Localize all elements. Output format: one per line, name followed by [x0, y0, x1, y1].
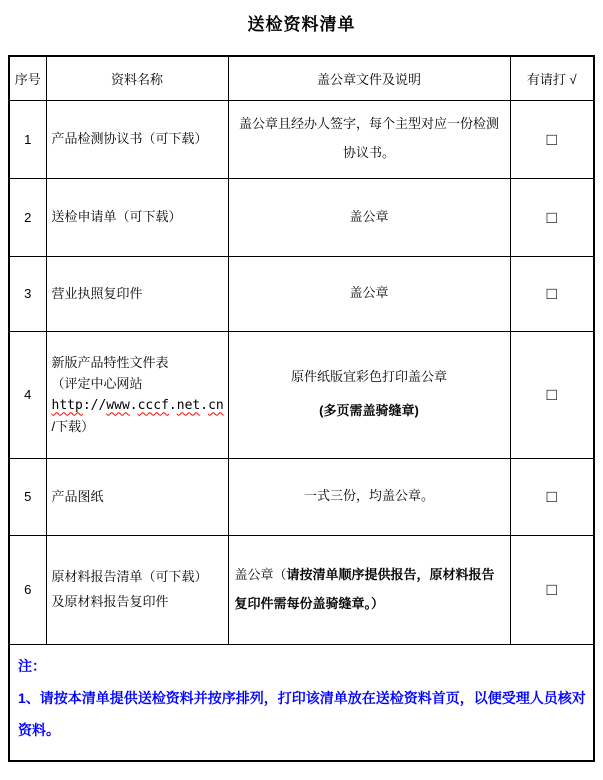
row-4-desc-line1: 原件纸版宜彩色打印盖公章	[290, 369, 447, 385]
checkbox-row-2[interactable]: □	[546, 207, 557, 227]
table-row	[9, 535, 594, 644]
row-1-serial: 1	[9, 100, 46, 178]
row-6-desc-bold: 请按清单顺序提供报告，原材料报告复印件需每份盖骑缝章。）	[234, 566, 495, 611]
row-4-name-line4: /下载）	[51, 418, 95, 434]
row-6-name-line2: 及原材料报告复印件	[51, 593, 169, 609]
note-item-1: 1、请按本清单提供送检资料并按序排列，打印该清单放在送检资料首页，以便受理人员核对资料。	[18, 689, 586, 738]
row-3-check-cell	[510, 256, 594, 331]
table-row	[9, 100, 594, 178]
row-5-material-name: 产品图纸	[46, 458, 228, 535]
page-title: 送检资料清单	[247, 15, 356, 34]
row-6-material-name	[46, 535, 228, 644]
row-6-name-line1: 原材料报告清单（可下载）	[51, 568, 208, 584]
row-2-material-name: 送检申请单（可下载）	[46, 178, 228, 256]
row-6-desc-prefix: 盖公章（	[234, 566, 287, 582]
table-row	[9, 256, 594, 331]
row-4-check-cell	[510, 331, 594, 458]
header-serial-number: 序号	[9, 56, 46, 100]
row-1-check-cell	[510, 100, 594, 178]
header-row	[9, 56, 594, 100]
checkbox-row-1[interactable]: □	[546, 129, 557, 149]
checkbox-row-5[interactable]: □	[546, 487, 557, 506]
checkbox-row-6[interactable]: □	[546, 580, 557, 599]
row-4-material-name	[46, 331, 228, 458]
checkbox-row-3[interactable]: □	[546, 284, 557, 303]
row-2-serial: 2	[9, 178, 46, 256]
notes-cell	[9, 644, 594, 761]
header-check-mark: 有请打 √	[510, 56, 594, 100]
notes-label: 注：	[18, 657, 46, 674]
row-5-check-cell	[510, 458, 594, 535]
product-spec-url: http://www.cccf.net.cn	[51, 397, 224, 413]
row-6-check-cell	[510, 535, 594, 644]
row-3-serial: 3	[9, 256, 46, 331]
materials-table	[8, 55, 595, 762]
row-5-serial: 5	[9, 458, 46, 535]
row-4-name-line1: 新版产品特性文件表	[51, 354, 169, 370]
checkbox-row-4[interactable]: □	[546, 385, 557, 404]
row-5-description: 一式三份，均盖公章。	[228, 458, 510, 535]
row-2-description: 盖公章	[228, 178, 510, 256]
row-6-description	[228, 535, 510, 644]
row-3-description: 盖公章	[228, 256, 510, 331]
header-material-name: 资料名称	[46, 56, 228, 100]
table-row	[9, 178, 594, 256]
row-1-material-name: 产品检测协议书（可下载）	[46, 100, 228, 178]
table-row	[9, 331, 594, 458]
row-6-serial: 6	[9, 535, 46, 644]
row-4-description	[228, 331, 510, 458]
table-row	[9, 458, 594, 535]
notes-row	[9, 644, 594, 761]
row-4-serial: 4	[9, 331, 46, 458]
row-4-desc-line2: (多页需盖骑缝章)	[319, 403, 419, 418]
header-seal-description: 盖公章文件及说明	[228, 56, 510, 100]
row-2-check-cell	[510, 178, 594, 256]
row-3-material-name: 营业执照复印件	[46, 256, 228, 331]
row-1-description: 盖公章且经办人签字，每个主型对应一份检测协议书。	[228, 100, 510, 178]
row-4-name-line2: （评定中心网站	[51, 376, 143, 392]
